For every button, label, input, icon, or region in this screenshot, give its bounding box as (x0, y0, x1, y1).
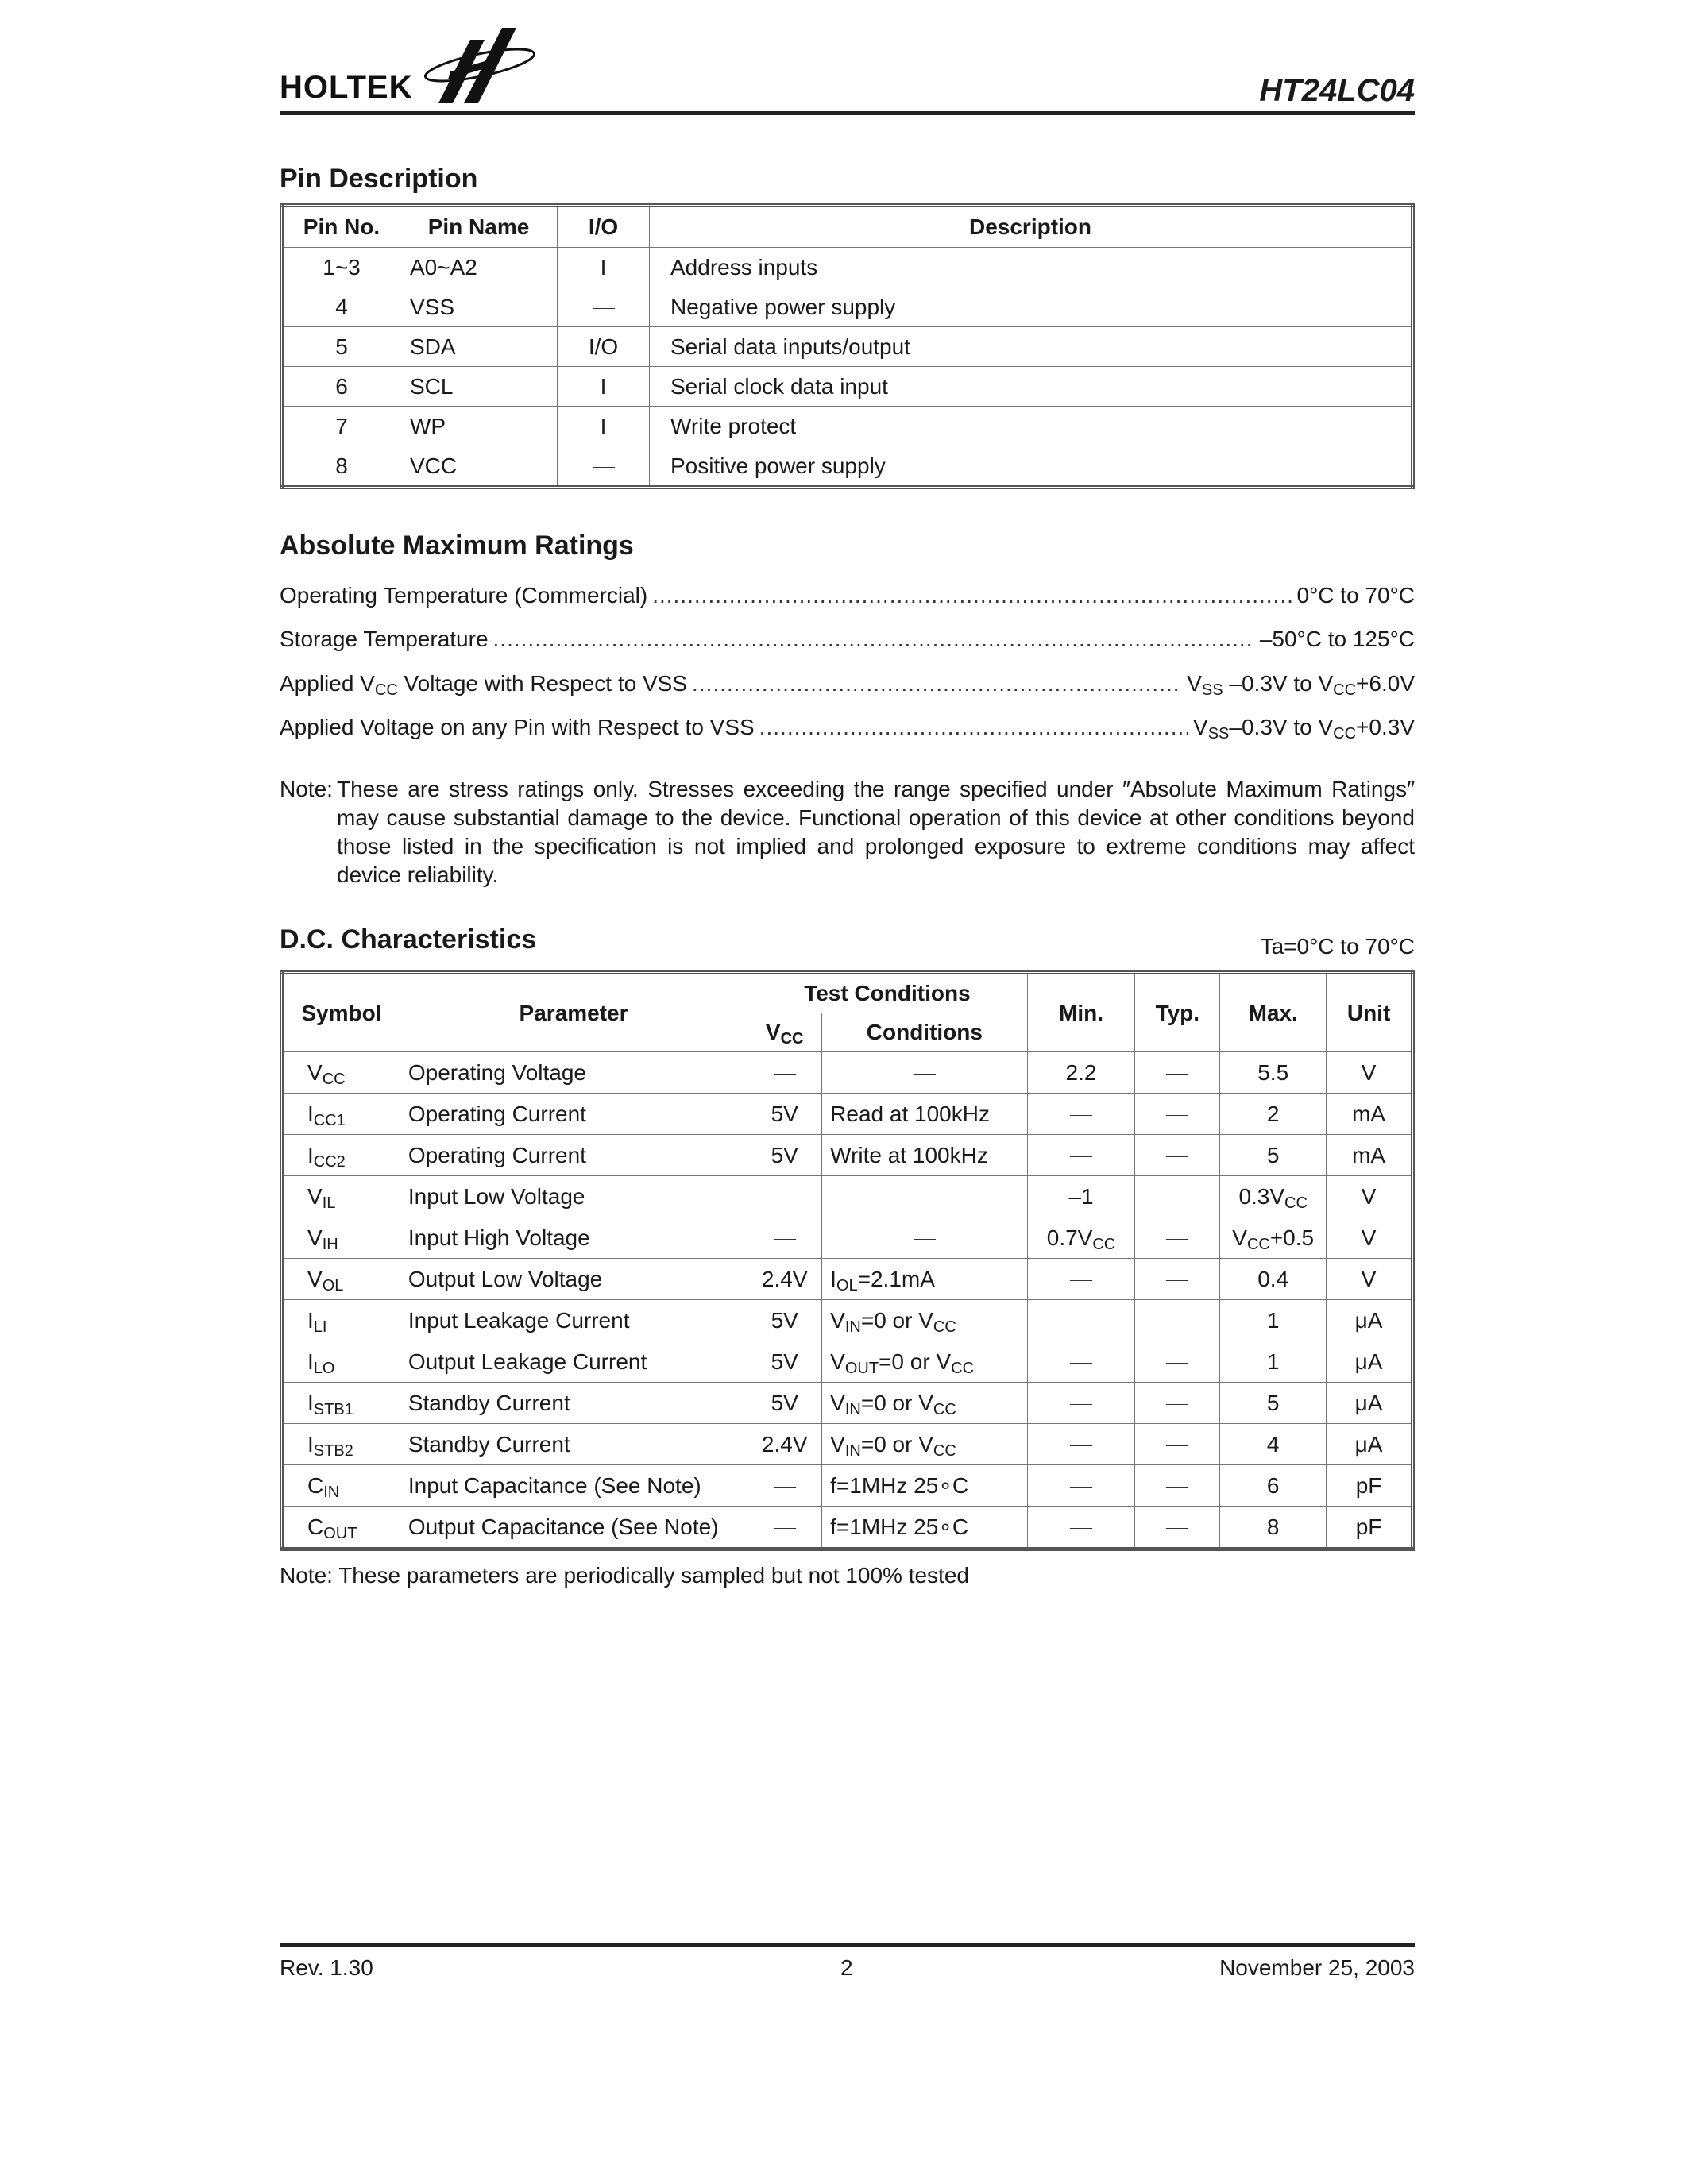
vcc-cell: 5V (747, 1300, 822, 1341)
parameter-cell: Standby Current (400, 1424, 747, 1465)
column-header: Max. (1220, 973, 1327, 1052)
vcc-cell (747, 1176, 822, 1217)
parameter-cell: Output Leakage Current (400, 1341, 747, 1383)
dash-mark (1070, 1487, 1092, 1488)
min-cell (1027, 1507, 1135, 1549)
leader-dots (652, 583, 1292, 608)
unit-cell: μA (1327, 1341, 1413, 1383)
column-header: Pin Name (400, 206, 558, 248)
table-row (282, 1094, 1413, 1135)
dash-mark (1070, 1363, 1092, 1364)
conditions-cell: $V_{IN}=0$ or $V_{CC}$ (822, 1383, 1027, 1424)
document-title: HT24LC04 (1259, 73, 1415, 108)
pin-io-cell (558, 446, 650, 488)
parameter-cell: Operating Current (400, 1094, 747, 1135)
table-row (282, 1052, 1413, 1094)
pin-name-cell: SDA (400, 327, 558, 367)
dash-mark (1070, 1404, 1092, 1405)
pin-description-cell: Address inputs (650, 248, 1413, 287)
conditions-cell: $V_{IN}=0$ or $V_{CC}$ (822, 1300, 1027, 1341)
table-row (282, 446, 1413, 488)
rating-line (280, 583, 1415, 615)
max-cell: 5.5 (1220, 1052, 1327, 1094)
dash-mark (1070, 1115, 1092, 1116)
vcc-cell (747, 1217, 822, 1259)
unit-cell: V (1327, 1259, 1413, 1300)
conditions-cell: f=1MHz 25∘C (822, 1465, 1027, 1507)
parameter-cell: Input Low Voltage (400, 1176, 747, 1217)
dash-mark (774, 1487, 796, 1488)
unit-cell: V (1327, 1217, 1413, 1259)
parameter-cell: Input High Voltage (400, 1217, 747, 1259)
symbol-cell: $V_{OL}$ (282, 1259, 400, 1300)
vcc-cell (747, 1052, 822, 1094)
rating-line (280, 627, 1415, 658)
max-cell: 1 (1220, 1341, 1327, 1383)
dash-mark (1070, 1445, 1092, 1446)
table-header-row (282, 206, 1413, 248)
table-row (282, 1383, 1413, 1424)
typ-cell (1135, 1424, 1220, 1465)
unit-cell: μA (1327, 1383, 1413, 1424)
max-cell: 6 (1220, 1465, 1327, 1507)
vcc-cell: 5V (747, 1383, 822, 1424)
footer-rule (280, 1943, 1415, 1947)
unit-cell: V (1327, 1052, 1413, 1094)
vcc-cell: 5V (747, 1135, 822, 1176)
pin-name-cell: VCC (400, 446, 558, 488)
symbol-cell: $I_{CC1}$ (282, 1094, 400, 1135)
conditions-cell (822, 1176, 1027, 1217)
pin-no-cell: 7 (282, 407, 400, 446)
symbol-cell: $I_{LI}$ (282, 1300, 400, 1341)
rating-label: Applied $V_{CC}$ Voltage with Respect to VSS (280, 671, 687, 699)
dc-characteristics-table (280, 970, 1415, 1551)
note-text: These are stress ratings only. Stresses exceeding the range specified under ″Absolute Maximum Ratings″ may cause substantial damage to the device. Functional operation of this device at other conditions beyond those listed in the specification is not implied and prolonged exposure to extreme conditions may affect device reliability. (337, 777, 1415, 887)
parameter-cell: Output Low Voltage (400, 1259, 747, 1300)
pin-name-cell: A0~A2 (400, 248, 558, 287)
dash-mark (1166, 1239, 1188, 1240)
dash-mark (1166, 1280, 1188, 1281)
max-cell: 2 (1220, 1094, 1327, 1135)
symbol-cell: $V_{IL}$ (282, 1176, 400, 1217)
column-header: Description (650, 206, 1413, 248)
conditions-cell: $V_{IN}=0$ or $V_{CC}$ (822, 1424, 1027, 1465)
table-header-row (282, 973, 1413, 1013)
unit-cell: mA (1327, 1135, 1413, 1176)
column-header: Unit (1327, 973, 1413, 1052)
column-header: Conditions (822, 1013, 1027, 1052)
min-cell: $0.7V_{CC}$ (1027, 1217, 1135, 1259)
vcc-cell: 5V (747, 1094, 822, 1135)
column-header: Min. (1027, 973, 1135, 1052)
leader-dots (493, 627, 1255, 652)
dash-mark (593, 308, 615, 309)
page-number: 2 (840, 1955, 853, 1980)
table-row (282, 287, 1413, 327)
min-cell (1027, 1094, 1135, 1135)
pin-io-cell (558, 287, 650, 327)
symbol-cell: $I_{CC2}$ (282, 1135, 400, 1176)
column-header: $V_{CC}$ (747, 1013, 822, 1052)
max-cell: 1 (1220, 1300, 1327, 1341)
typ-cell (1135, 1176, 1220, 1217)
column-header: I/O (558, 206, 650, 248)
table-row (282, 1341, 1413, 1383)
parameter-cell: Input Capacitance (See Note) (400, 1465, 747, 1507)
dash-mark (1070, 1280, 1092, 1281)
logo-mark-icon (415, 24, 542, 111)
rating-value: $V_{SS}$ –0.3V to $V_{CC}+6.0V$ (1187, 671, 1415, 699)
leader-dots (692, 671, 1182, 696)
rating-value: $V_{SS}-0.3V$ to $V_{CC}+0.3V$ (1193, 715, 1415, 743)
min-cell: –1 (1027, 1176, 1135, 1217)
min-cell (1027, 1300, 1135, 1341)
dash-mark (1070, 1156, 1092, 1157)
pin-io-cell: I/O (558, 327, 650, 367)
parameter-cell: Output Capacitance (See Note) (400, 1507, 747, 1549)
dash-mark (1166, 1445, 1188, 1446)
column-header: Test Conditions (747, 973, 1027, 1013)
pin-description-cell: Positive power supply (650, 446, 1413, 488)
vcc-cell: 5V (747, 1341, 822, 1383)
typ-cell (1135, 1094, 1220, 1135)
date: November 25, 2003 (1219, 1955, 1415, 1980)
pin-io-cell: I (558, 407, 650, 446)
symbol-cell: $I_{STB1}$ (282, 1383, 400, 1424)
min-cell (1027, 1135, 1135, 1176)
parameter-cell: Operating Voltage (400, 1052, 747, 1094)
rating-line (280, 671, 1415, 703)
unit-cell: pF (1327, 1465, 1413, 1507)
pin-no-cell: 6 (282, 367, 400, 407)
vcc-cell: 2.4V (747, 1424, 822, 1465)
column-header: Parameter (400, 973, 747, 1052)
ambient-temperature-range: Ta=0°C to 70°C (1260, 934, 1415, 959)
ratings-note (280, 775, 1415, 889)
unit-cell: μA (1327, 1300, 1413, 1341)
pin-io-cell: I (558, 248, 650, 287)
table-row (282, 1259, 1413, 1300)
unit-cell: pF (1327, 1507, 1413, 1549)
unit-cell: mA (1327, 1094, 1413, 1135)
conditions-cell: $V_{OUT}=0$ or $V_{CC}$ (822, 1341, 1027, 1383)
max-cell: 4 (1220, 1424, 1327, 1465)
pin-no-cell: 1~3 (282, 248, 400, 287)
conditions-cell (822, 1052, 1027, 1094)
pin-description-heading: Pin Description (280, 164, 478, 194)
dc-characteristics-heading: D.C. Characteristics (280, 924, 537, 955)
symbol-cell: $I_{STB2}$ (282, 1424, 400, 1465)
dash-mark (1166, 1156, 1188, 1157)
max-cell: 8 (1220, 1507, 1327, 1549)
dash-mark (774, 1528, 796, 1529)
table-row (282, 367, 1413, 407)
column-header: Typ. (1135, 973, 1220, 1052)
min-cell (1027, 1383, 1135, 1424)
table-row (282, 1217, 1413, 1259)
typ-cell (1135, 1507, 1220, 1549)
typ-cell (1135, 1383, 1220, 1424)
min-cell (1027, 1424, 1135, 1465)
dash-mark (1070, 1528, 1092, 1529)
symbol-cell: $C_{IN}$ (282, 1465, 400, 1507)
max-cell: 5 (1220, 1383, 1327, 1424)
dash-mark (593, 467, 615, 468)
min-cell (1027, 1259, 1135, 1300)
pin-description-cell: Serial data inputs/output (650, 327, 1413, 367)
pin-no-cell: 4 (282, 287, 400, 327)
max-cell: 5 (1220, 1135, 1327, 1176)
parameter-cell: Standby Current (400, 1383, 747, 1424)
unit-cell: V (1327, 1176, 1413, 1217)
table-row (282, 1424, 1413, 1465)
table-row (282, 1465, 1413, 1507)
vcc-cell (747, 1507, 822, 1549)
dash-mark (914, 1239, 936, 1240)
typ-cell (1135, 1300, 1220, 1341)
table-row (282, 1300, 1413, 1341)
rating-value: 0°C to 70°C (1296, 583, 1415, 608)
min-cell (1027, 1465, 1135, 1507)
table-row (282, 407, 1413, 446)
pin-name-cell: VSS (400, 287, 558, 327)
table-row (282, 327, 1413, 367)
logo-text: HOLTEK (280, 70, 413, 105)
dc-note: Note: These parameters are periodically sampled but not 100% tested (280, 1563, 969, 1588)
revision: Rev. 1.30 (280, 1955, 373, 1980)
pin-no-cell: 5 (282, 327, 400, 367)
dash-mark (1166, 1363, 1188, 1364)
typ-cell (1135, 1259, 1220, 1300)
symbol-cell: $C_{OUT}$ (282, 1507, 400, 1549)
parameter-cell: Input Leakage Current (400, 1300, 747, 1341)
dash-mark (774, 1239, 796, 1240)
table-row (282, 1176, 1413, 1217)
unit-cell: μA (1327, 1424, 1413, 1465)
column-header: Pin No. (282, 206, 400, 248)
rating-value: –50°C to 125°C (1259, 627, 1415, 651)
leader-dots (759, 715, 1188, 740)
dash-mark (1166, 1528, 1188, 1529)
pin-description-cell: Negative power supply (650, 287, 1413, 327)
pin-description-cell: Write protect (650, 407, 1413, 446)
typ-cell (1135, 1135, 1220, 1176)
dash-mark (914, 1074, 936, 1075)
vcc-cell (747, 1465, 822, 1507)
rating-label: Operating Temperature (Commercial) (280, 583, 648, 608)
vcc-cell: 2.4V (747, 1259, 822, 1300)
symbol-cell: $V_{IH}$ (282, 1217, 400, 1259)
header-rule (280, 111, 1415, 115)
pin-name-cell: WP (400, 407, 558, 446)
parameter-cell: Operating Current (400, 1135, 747, 1176)
table-row (282, 1507, 1413, 1549)
holtek-logo (280, 24, 542, 103)
conditions-cell: Read at 100kHz (822, 1094, 1027, 1135)
pin-description-cell: Serial clock data input (650, 367, 1413, 407)
dash-mark (1166, 1404, 1188, 1405)
typ-cell (1135, 1217, 1220, 1259)
note-label: Note: (280, 777, 333, 801)
conditions-cell: Write at 100kHz (822, 1135, 1027, 1176)
dash-mark (1166, 1115, 1188, 1116)
pin-description-table (280, 203, 1415, 489)
conditions-cell (822, 1217, 1027, 1259)
min-cell (1027, 1341, 1135, 1383)
dash-mark (1166, 1487, 1188, 1488)
conditions-cell: f=1MHz 25∘C (822, 1507, 1027, 1549)
typ-cell (1135, 1341, 1220, 1383)
table-row (282, 1135, 1413, 1176)
typ-cell (1135, 1052, 1220, 1094)
max-cell: 0.4 (1220, 1259, 1327, 1300)
conditions-cell: $I_{OL}=2.1mA$ (822, 1259, 1027, 1300)
symbol-cell: $V_{CC}$ (282, 1052, 400, 1094)
rating-label: Storage Temperature (280, 627, 489, 651)
symbol-cell: $I_{LO}$ (282, 1341, 400, 1383)
dash-mark (1166, 1074, 1188, 1075)
absolute-maximum-ratings-heading: Absolute Maximum Ratings (280, 531, 634, 561)
pin-name-cell: SCL (400, 367, 558, 407)
table-row (282, 248, 1413, 287)
max-cell: $0.3V_{CC}$ (1220, 1176, 1327, 1217)
dash-mark (774, 1074, 796, 1075)
pin-no-cell: 8 (282, 446, 400, 488)
min-cell: 2.2 (1027, 1052, 1135, 1094)
rating-label: Applied Voltage on any Pin with Respect to VSS (280, 715, 755, 739)
rating-line (280, 715, 1415, 747)
column-header: Symbol (282, 973, 400, 1052)
typ-cell (1135, 1465, 1220, 1507)
pin-io-cell: I (558, 367, 650, 407)
max-cell: $V_{CC}+0.5$ (1220, 1217, 1327, 1259)
